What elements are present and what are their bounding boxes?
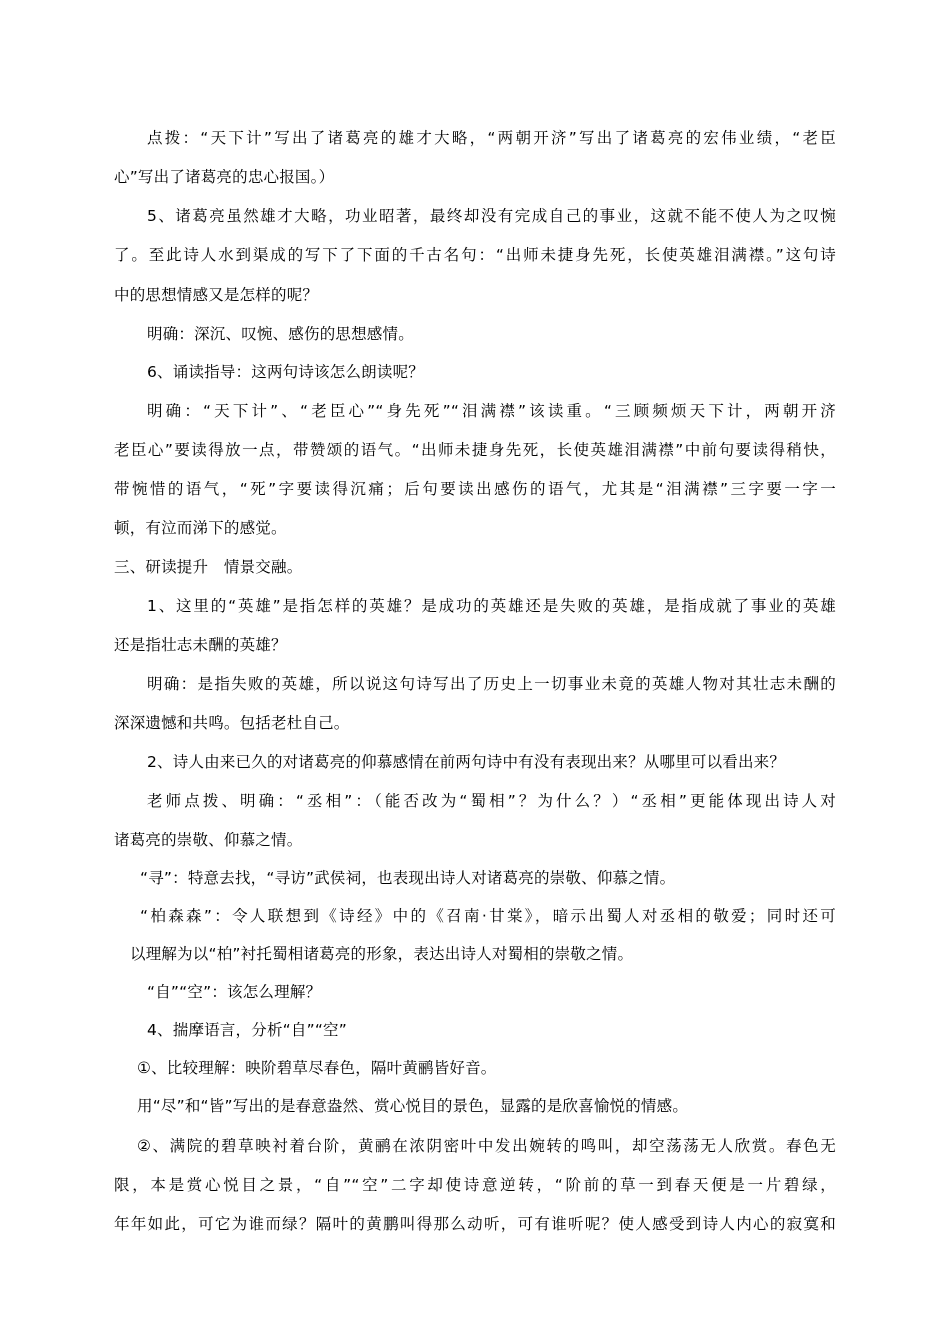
text-line: 限，本是赏心悦目之景，“自”“空”二字却使诗意逆转，“阶前的草一到春天便是一片碧绿，	[114, 1176, 836, 1194]
text-line: 心”写出了诸葛亮的忠心报国。）	[114, 168, 335, 186]
text-line: “寻”：特意去找，“寻访”武侯祠，也表现出诗人对诸葛亮的崇敬、仰慕之情。	[140, 869, 676, 887]
text-line: 明确：是指失败的英雄，所以说这句诗写出了历史上一切事业未竟的英雄人物对其壮志未酬的	[147, 675, 836, 693]
section-heading: 三、研读提升 情景交融。	[114, 558, 303, 576]
text-line: “自”“空”：该怎么理解？	[147, 983, 322, 1001]
text-line: 带惋惜的语气，“死”字要读得沉痛；后句要读出感伤的语气，尤其是“泪满襟”三字要一字一	[114, 480, 836, 498]
text-line: ①、比较理解：映阶碧草尽春色，隔叶黄鹂皆好音。	[137, 1059, 497, 1077]
text-line: 6、诵读指导：这两句诗该怎么朗读呢？	[147, 363, 424, 381]
text-line: ②、满院的碧草映衬着台阶，黄鹂在浓阴密叶中发出婉转的鸣叫，却空荡荡无人欣赏。春色无	[137, 1137, 836, 1155]
text-line: 4、揣摩语言，分析“自”“空”	[147, 1021, 347, 1039]
text-line: 以理解为以“柏”衬托蜀相诸葛亮的形象，表达出诗人对蜀相的崇敬之情。	[130, 945, 634, 963]
text-line: 5、诸葛亮虽然雄才大略，功业昭著，最终却没有完成自己的事业，这就不能不使人为之叹惋	[147, 207, 836, 225]
text-line: 了。至此诗人水到渠成的写下了下面的千古名句：“出师未捷身先死，长使英雄泪满襟。”这句诗	[114, 246, 836, 264]
text-line: 用“尽”和“皆”写出的是春意盎然、赏心悦目的景色，显露的是欣喜愉悦的情感。	[137, 1097, 689, 1115]
text-line: 诸葛亮的崇敬、仰慕之情。	[114, 831, 303, 849]
text-line: 还是指壮志未酬的英雄？	[114, 636, 287, 654]
text-line: 2、诗人由来已久的对诸葛亮的仰慕感情在前两句诗中有没有表现出来？从哪里可以看出来？	[147, 753, 786, 771]
text-line: 明确：深沉、叹惋、感伤的思想感情。	[147, 325, 414, 343]
text-line: “柏森森”：令人联想到《诗经》中的《召南·甘棠》，暗示出蜀人对丞相的敬爱；同时还可	[140, 907, 836, 925]
text-line: 点拨：“天下计”写出了诸葛亮的雄才大略，“两朝开济”写出了诸葛亮的宏伟业绩，“老臣	[147, 129, 836, 147]
text-line: 年年如此，可它为谁而绿？隔叶的黄鹏叫得那么动听，可有谁听呢？使人感受到诗人内心的寂寞和	[114, 1215, 836, 1233]
text-line: 顿，有泣而涕下的感觉。	[114, 519, 287, 537]
text-line: 1、这里的“英雄”是指怎样的英雄？是成功的英雄还是失败的英雄，是指成就了事业的英雄	[147, 597, 836, 615]
text-line: 深深遗憾和共鸣。包括老杜自己。	[114, 714, 350, 732]
text-line: 明确：“天下计”、“老臣心”“身先死”“泪满襟”该读重。“三顾频烦天下计，两朝开济	[147, 402, 836, 420]
text-line: 老臣心”要读得放一点，带赞颂的语气。“出师未捷身先死，长使英雄泪满襟”中前句要读得稍快，	[114, 441, 836, 459]
text-line: 老师点拨、明确：“丞相”：（能否改为“蜀相”？为什么？）“丞相”更能体现出诗人对	[147, 792, 836, 810]
text-line: 中的思想情感又是怎样的呢？	[114, 286, 319, 304]
